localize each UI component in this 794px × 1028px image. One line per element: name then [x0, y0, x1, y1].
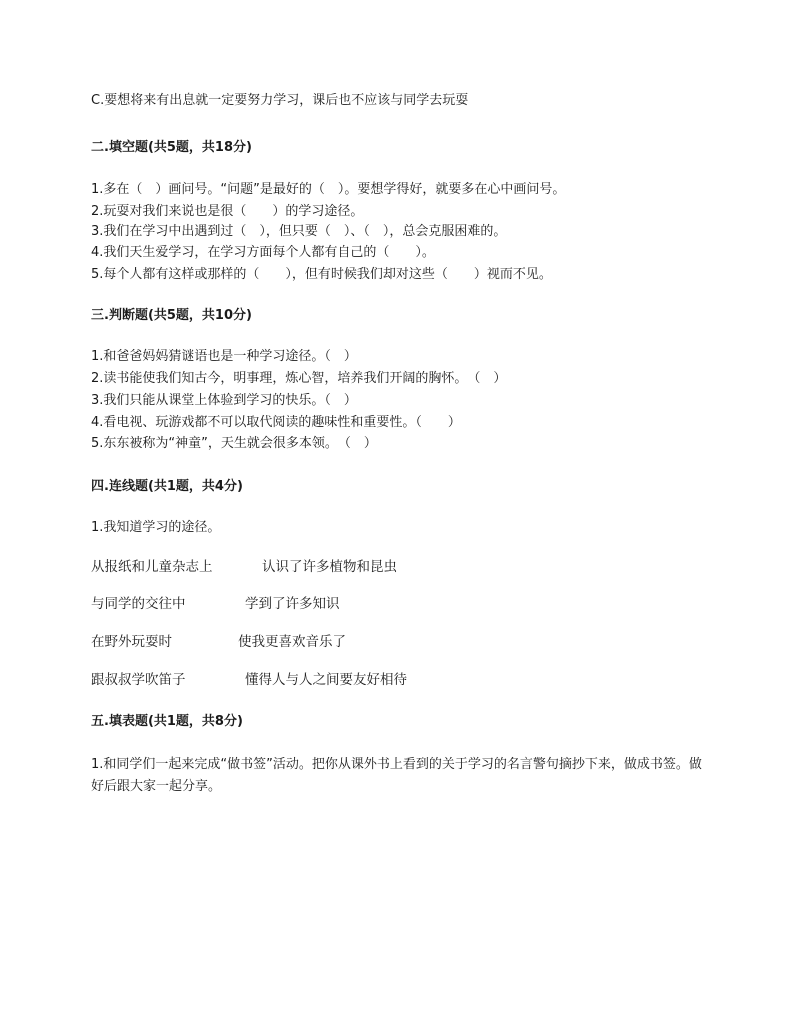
section-heading-fill-blank: 二.填空题(共5题，共18分)	[91, 140, 252, 155]
table-fill-question-1: 1.和同学们一起来完成“做书签”活动。把你从课外书上看到的关于学习的名言警句摘抄下来，做成书签。做好后跟大家一起分享。	[91, 757, 702, 794]
section-heading-table-fill: 五.填表题(共1题，共8分)	[91, 714, 243, 729]
matching-left-item-1: 从报纸和儿童杂志上	[91, 559, 213, 575]
matching-right-item-4: 懂得人与人之间要友好相待	[245, 672, 407, 688]
section-heading-true-false: 三.判断题(共5题，共10分)	[91, 308, 252, 323]
true-false-question-4: 4.看电视、玩游戏都不可以取代阅读的趣味性和重要性。（ ）	[91, 415, 461, 430]
true-false-question-2: 2.读书能使我们知古今，明事理，炼心智，培养我们开阔的胸怀。 （ ）	[91, 371, 507, 386]
fill-blank-question-2: 2.玩耍对我们来说也是很（ ）的学习途径。	[91, 204, 364, 219]
true-false-question-1: 1.和爸爸妈妈猜谜语也是一种学习途径。（ ）	[91, 349, 357, 364]
fill-blank-question-1: 1.多在（ ）画问号。“问题”是最好的（ ）。要想学得好，就要多在心中画问号。	[91, 182, 566, 197]
matching-left-item-4: 跟叔叔学吹笛子	[91, 672, 186, 688]
true-false-question-3: 3.我们只能从课堂上体验到学习的快乐。（ ）	[91, 393, 357, 408]
matching-right-item-2: 学到了许多知识	[245, 596, 340, 612]
section-heading-matching: 四.连线题(共1题，共4分)	[91, 479, 243, 494]
matching-left-item-3: 在野外玩耍时	[91, 634, 172, 650]
fill-blank-question-3: 3.我们在学习中出遇到过（ ），但只要（ ）、（ ），总会克服困难的。	[91, 224, 507, 239]
matching-right-item-3: 使我更喜欢音乐了	[238, 634, 346, 650]
matching-right-item-1: 认识了许多植物和昆虫	[262, 559, 397, 575]
fill-blank-question-5: 5.每个人都有这样或那样的（ ），但有时候我们却对这些（ ）视而不见。	[91, 267, 552, 282]
true-false-question-5: 5.东东被称为“神童”，天生就会很多本领。 （ ）	[91, 436, 377, 451]
matching-prompt: 1.我知道学习的途径。	[91, 520, 221, 535]
option-c: C.要想将来有出息就一定要努力学习，课后也不应该与同学去玩耍	[91, 93, 469, 108]
matching-left-item-2: 与同学的交往中	[91, 596, 186, 612]
fill-blank-question-4: 4.我们天生爱学习，在学习方面每个人都有自己的（ ）。	[91, 245, 435, 260]
